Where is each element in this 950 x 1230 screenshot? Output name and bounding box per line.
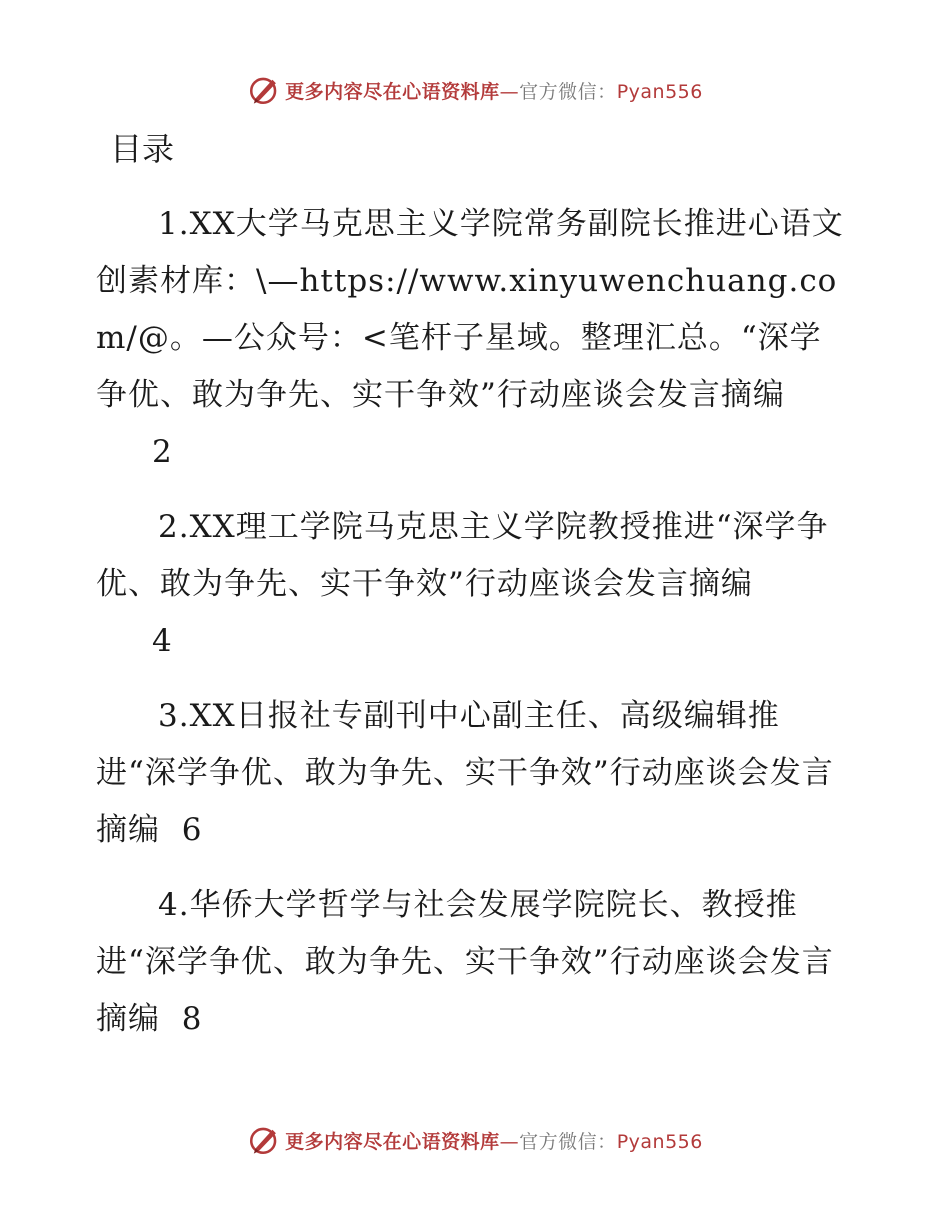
toc-entry[interactable] <box>96 688 848 859</box>
toc-entry-page: 2 <box>152 434 173 470</box>
page-title: 目录 <box>110 130 175 168</box>
banner-text <box>285 1127 703 1154</box>
footer-banner <box>0 1120 950 1160</box>
toc-entry-page: 6 <box>181 812 203 848</box>
toc-entry-label: 3.XX日报社专副刊中心副主任、高级编辑推进“深学争优、敢为争先、实干争效”行动座谈会发言摘编 <box>96 698 834 848</box>
banner-title: 更多内容尽在心语资料库 <box>285 80 500 103</box>
header-banner <box>0 70 950 110</box>
banner-text <box>285 77 703 104</box>
toc-entry-text: 2.XX理工学院马克思主义学院教授推进“深学争优、敢为争先、实干争效”行动座谈会发言摘编 <box>96 509 829 602</box>
wechat-label: 官方微信： <box>519 1130 617 1153</box>
wechat-label: 官方微信： <box>519 80 617 103</box>
wechat-id: Pyan556 <box>616 1130 703 1153</box>
toc-entry[interactable] <box>96 499 848 670</box>
toc-entry[interactable] <box>96 196 848 481</box>
toc-entry-label: 4.华侨大学哲学与社会发展学院院长、教授推进“深学争优、敢为争先、实干争效”行动座谈会发言摘编 <box>96 887 834 1037</box>
pen-circle-logo-icon <box>247 73 281 107</box>
toc-entry-text <box>96 877 848 1048</box>
wechat-id: Pyan556 <box>616 80 703 103</box>
toc-entry-page: 8 <box>181 1001 203 1037</box>
table-of-contents <box>96 196 848 1066</box>
toc-entry-text <box>96 688 848 859</box>
toc-entry[interactable] <box>96 877 848 1048</box>
pen-circle-logo-icon <box>247 1123 281 1157</box>
toc-entry-page: 4 <box>152 623 173 659</box>
toc-entry-text: 1.XX大学马克思主义学院常务副院长推进心语文创素材库：\—https://www.xinyuwenchuang.com/@。—公众号：<笔杆子星域。整理汇总。“深学争优、敢为争先、实干争效”行动座谈会发言摘编 <box>96 206 844 413</box>
banner-title: 更多内容尽在心语资料库 <box>285 1130 500 1153</box>
banner-dash: — <box>499 1130 520 1153</box>
banner-dash: — <box>499 80 520 103</box>
